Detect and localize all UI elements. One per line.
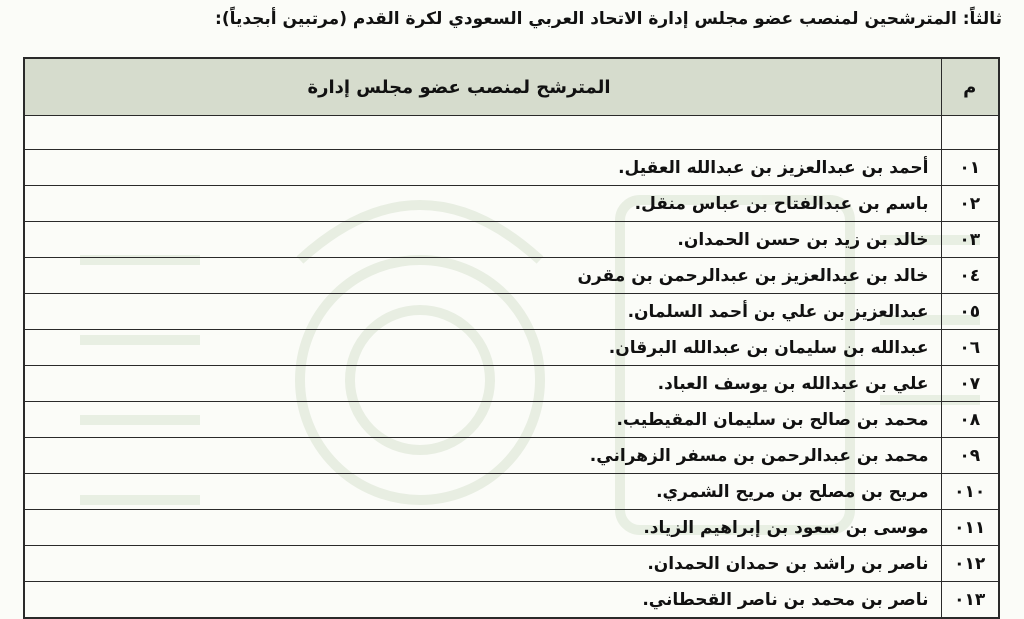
table-row (24, 294, 999, 330)
table-cell-number: ٠١٢ (941, 546, 999, 582)
candidates-table (23, 57, 1000, 619)
table-cell-number: ٠٨ (941, 402, 999, 438)
table-header-row (24, 58, 999, 116)
table-row (24, 510, 999, 546)
table-row (24, 546, 999, 582)
table-cell-number: ٠٤ (941, 258, 999, 294)
table-cell-number (941, 116, 999, 150)
table-row (24, 366, 999, 402)
table-cell-name: باسم بن عبدالفتاح بن عباس منقل. (24, 186, 941, 222)
table-row (24, 582, 999, 619)
header-number: م (941, 58, 999, 116)
table-cell-name: عبدالله بن سليمان بن عبدالله البرقان. (24, 330, 941, 366)
table-row (24, 330, 999, 366)
table-cell-number: ٠٩ (941, 438, 999, 474)
table-cell-name: موسى بن سعود بن إبراهيم الزياد. (24, 510, 941, 546)
table-row-empty (24, 116, 999, 150)
document-heading: ثالثاً: المترشحين لمنصب عضو مجلس إدارة الاتحاد العربي السعودي لكرة القدم (مرتبين أبجدياً): (215, 9, 1002, 29)
table-row (24, 474, 999, 510)
table-cell-number: ٠٥ (941, 294, 999, 330)
table-row (24, 258, 999, 294)
table-row (24, 186, 999, 222)
table-cell-number: ٠٧ (941, 366, 999, 402)
table-cell-name: محمد بن صالح بن سليمان المقيطيب. (24, 402, 941, 438)
table-row (24, 402, 999, 438)
table-cell-name: خالد بن زيد بن حسن الحمدان. (24, 222, 941, 258)
table-cell-name: خالد بن عبدالعزيز بن عبدالرحمن بن مقرن (24, 258, 941, 294)
table-cell-name (24, 116, 941, 150)
table-cell-name: عبدالعزيز بن علي بن أحمد السلمان. (24, 294, 941, 330)
table-row (24, 150, 999, 186)
table-cell-number: ٠١ (941, 150, 999, 186)
table-cell-number: ٠١٠ (941, 474, 999, 510)
table-cell-name: محمد بن عبدالرحمن بن مسفر الزهراني. (24, 438, 941, 474)
table-cell-number: ٠٢ (941, 186, 999, 222)
table-cell-number: ٠١١ (941, 510, 999, 546)
table-cell-number: ٠٣ (941, 222, 999, 258)
table-cell-name: أحمد بن عبدالعزيز بن عبدالله العقيل. (24, 150, 941, 186)
header-candidate-name: المترشح لمنصب عضو مجلس إدارة (24, 58, 941, 116)
table-row (24, 438, 999, 474)
table-cell-name: ناصر بن محمد بن ناصر القحطاني. (24, 582, 941, 619)
table-row (24, 222, 999, 258)
table-cell-number: ٠٦ (941, 330, 999, 366)
table-cell-name: ناصر بن راشد بن حمدان الحمدان. (24, 546, 941, 582)
table-cell-name: مريح بن مصلح بن مريح الشمري. (24, 474, 941, 510)
table-cell-name: علي بن عبدالله بن يوسف العباد. (24, 366, 941, 402)
table-cell-number: ٠١٣ (941, 582, 999, 619)
candidates-table-container (23, 57, 1000, 610)
